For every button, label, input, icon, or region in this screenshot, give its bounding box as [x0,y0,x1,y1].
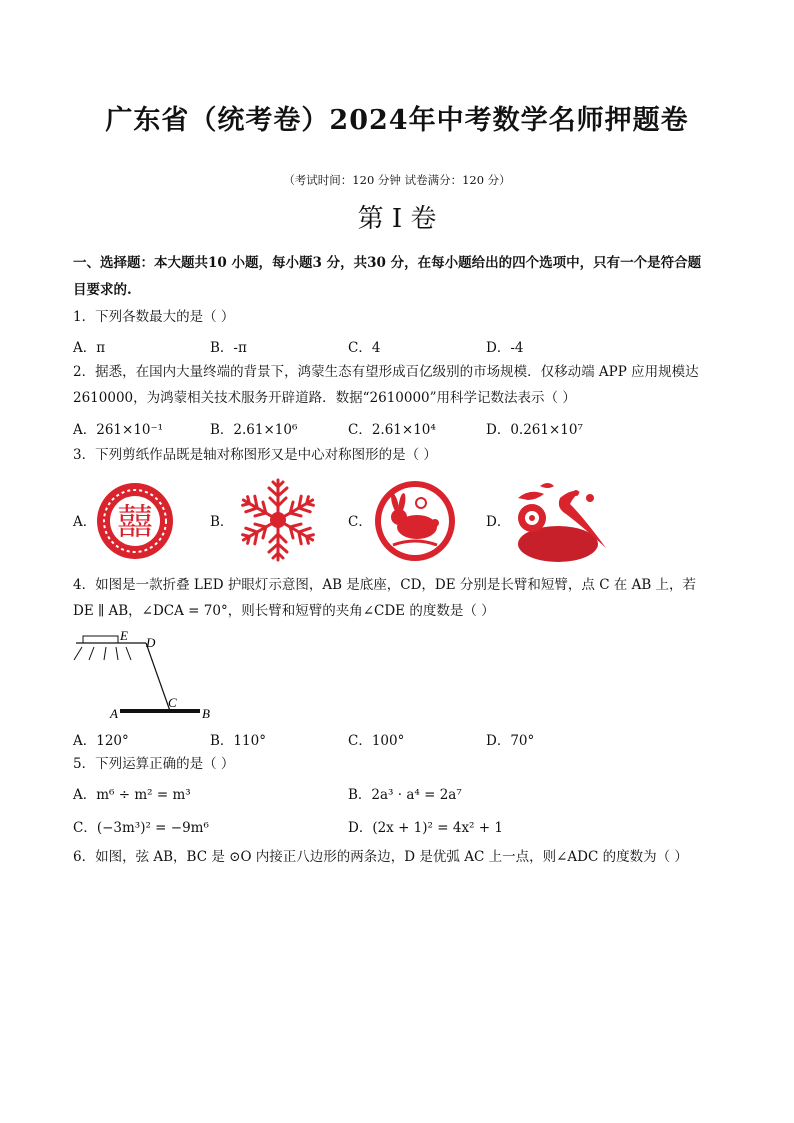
q4-option-c[interactable]: C．100° [348,733,405,749]
q5-option-a[interactable]: A．m⁶ ÷ m² = m³ [73,787,191,803]
label-b: B [202,706,210,721]
q4-option-d[interactable]: D．70° [486,733,535,749]
instructions-line-2: 目要求的. [73,282,132,298]
label-a: A [110,706,118,721]
section-heading: 第 I 卷 [357,204,437,234]
label-d: D [146,635,156,650]
double-happiness-glyph: 囍 [116,502,154,542]
exam-info: （考试时间：120 分钟 试卷满分：120 分） [283,173,511,187]
q3-option-c[interactable]: C． [348,514,372,530]
paper-cut-phoenix-image [510,478,610,564]
q2-option-c[interactable]: C．2.61×10⁴ [348,422,436,438]
led-lamp-diagram [70,626,230,726]
light-ray [89,647,94,660]
q5-option-c[interactable]: C．(−3m³)² = −9m⁶ [73,820,209,836]
q1-option-b[interactable]: B．-π [210,340,247,356]
q4-option-b[interactable]: B．110° [210,733,266,749]
q2-option-b[interactable]: B．2.61×10⁶ [210,422,298,438]
q3-option-d[interactable]: D． [486,514,511,530]
q2-option-d[interactable]: D．0.261×10⁷ [486,422,583,438]
lamp-head [83,636,118,643]
instructions-line-1: 一、选择题：本大题共10 小题，每小题3 分，共30 分，在每小题给出的四个选项中，只有一个是符合题 [73,255,702,271]
q3-option-a[interactable]: A． [73,514,97,530]
light-ray [116,647,118,660]
q1-stem: 1．下列各数最大的是（ ） [73,309,235,325]
q2-line-2: 2610000，为鸿蒙相关技术服务开辟道路．数据“2610000”用科学记数法表示（ ） [73,390,576,406]
q5-option-d[interactable]: D．(2x + 1)² = 4x² + 1 [348,820,503,836]
label-c: C [168,695,177,710]
q4-line-2: DE ∥ AB，∠DCA = 70°，则长臂和短臂的夹角∠CDE 的度数是（ ） [73,603,495,619]
q3-stem: 3．下列剪纸作品既是轴对称图形又是中心对称图形的是（ ） [73,447,437,463]
q5-option-b[interactable]: B．2a³ · a⁴ = 2a⁷ [348,787,462,803]
q5-stem: 5．下列运算正确的是（ ） [73,756,235,772]
q1-option-c[interactable]: C．4 [348,340,381,356]
paper-cut-snowflake-image [236,476,320,564]
label-e: E [120,628,128,643]
light-ray [104,647,106,660]
paper-cut-rabbit-image [373,479,457,563]
q1-option-a[interactable]: A．π [73,340,106,356]
light-ray [126,647,131,660]
page-title: 广东省（统考卷）2024年中考数学名师押题卷 [105,105,689,136]
q3-option-b[interactable]: B． [210,514,234,530]
q4-option-a[interactable]: A．120° [73,733,129,749]
q1-option-d[interactable]: D．-4 [486,340,524,356]
light-ray [74,647,82,660]
q2-option-a[interactable]: A．261×10⁻¹ [73,422,164,438]
q6-stem: 6．如图，弦 AB，BC 是 ⊙O 内接正八边形的两条边，D 是优弧 AC 上一点，则∠ADC 的度数为（ ） [73,849,688,865]
long-arm-cd [146,643,170,711]
paper-cut-double-happiness-image [95,481,175,561]
q4-line-1: 4．如图是一款折叠 LED 护眼灯示意图，AB 是底座，CD，DE 分别是长臂和短臂，点 C 在 AB 上，若 [73,577,697,593]
q2-line-1: 2．据悉，在国内大量终端的背景下，鸿蒙生态有望形成百亿级别的市场规模．仅移动端 APP 应用规模达 [73,364,699,380]
